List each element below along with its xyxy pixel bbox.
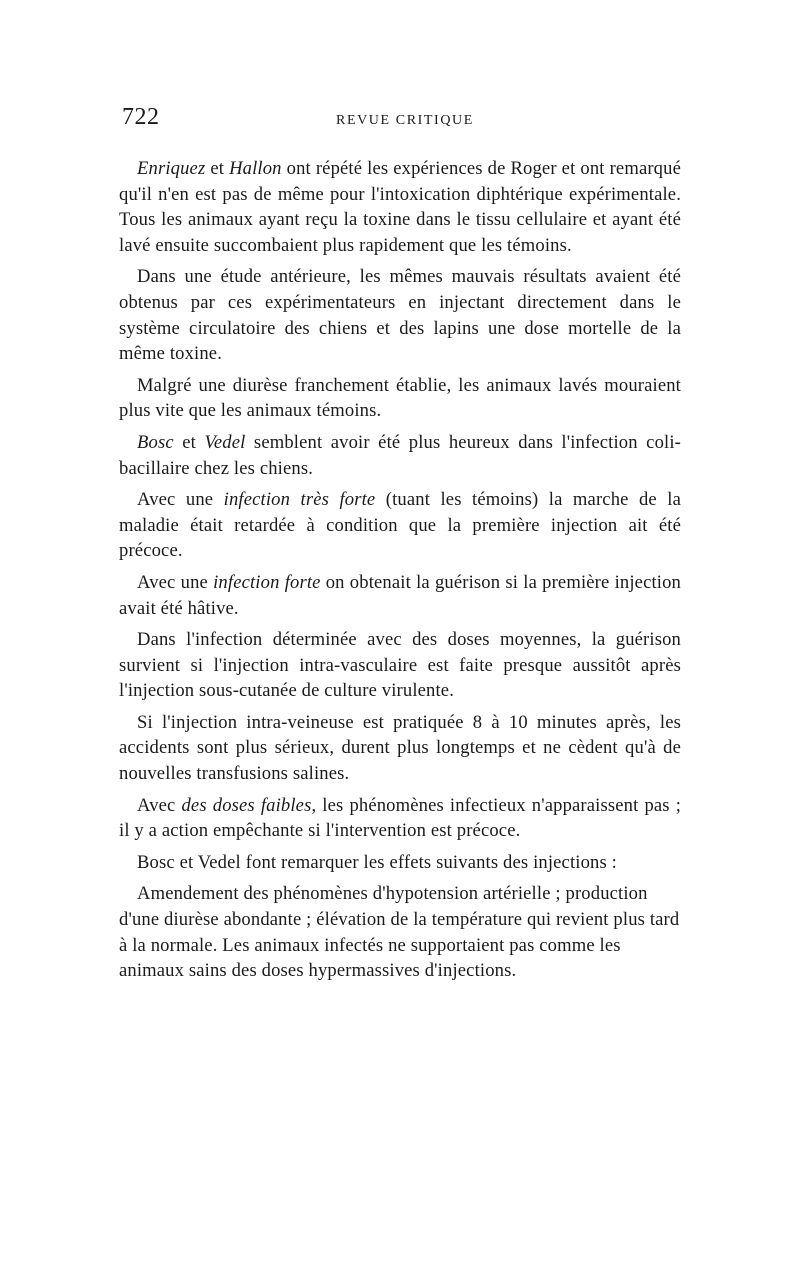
paragraph-text: ont répété les expériences de Roger et ont remarqué qu'il n'en est pas de même pour l'intoxication diphtérique expérimentale. Tous les animaux ayant reçu la toxine dans le tissu cellulaire et ayant été lavé ensuite succombaient plus rapidement que les témoins. — [119, 158, 681, 256]
paragraph-text: Bosc et Vedel font remarquer les effets suivants des injections : — [137, 851, 617, 873]
italic-text: Bosc — [137, 431, 174, 453]
italic-text: Vedel — [204, 431, 246, 453]
paragraph — [119, 710, 681, 787]
paragraph-text: Dans l'infection déterminée avec des doses moyennes, la guérison survient si l'injection intra-vasculaire est faite presque aussitôt après l'injection sous-cutanée de culture virulente. — [119, 629, 681, 702]
paragraph-text: Dans une étude antérieure, les mêmes mauvais résultats avaient été obtenus par ces expérimentateurs en injectant directement dans le système circulatoire des chiens et des lapins une dose mortelle de la même toxine. — [119, 266, 681, 365]
paragraph-text: et — [205, 158, 230, 179]
paragraph — [119, 430, 681, 481]
paragraph-text: on obtenait la guérison si la première injection avait été hâtive. — [119, 571, 681, 619]
page-number: 722 — [122, 104, 160, 130]
paragraph-text: Amendement des phénomènes d'hypotension artérielle ; production d'une diurèse abondante ; élévation de la température qui revient plus tard à la normale. Les animaux infectés ne supportaient pas comme les animaux sains des doses hypermassives d'injections. — [119, 883, 680, 982]
paragraph-text: et — [173, 431, 205, 453]
paragraph — [119, 627, 681, 704]
paragraph — [119, 850, 681, 876]
paragraph-text: Malgré une diurèse franchement établie, les animaux lavés mouraient plus vite que les animaux témoins. — [119, 374, 681, 422]
paragraph-text: (tuant les témoins) la marche de la maladie était retardée à condition que la première injection ait été précoce. — [119, 489, 682, 562]
paragraph — [119, 881, 681, 983]
italic-text: des doses faibles — [181, 794, 312, 816]
paragraph — [119, 264, 681, 366]
paragraph-text: Avec une — [137, 571, 214, 593]
paragraph-text: Avec une — [137, 489, 224, 511]
paragraph — [119, 793, 681, 844]
running-head: REVUE CRITIQUE — [336, 113, 474, 128]
paragraph-text: , les phénomènes infectieux n'apparaissent pas ; il y a action empêchante si l'intervention est précoce. — [119, 794, 682, 842]
paragraph-text: semblent avoir été plus heureux dans l'infection coli-bacillaire chez les chiens. — [119, 431, 681, 479]
page-header — [122, 104, 682, 140]
italic-text: Enriquez — [137, 158, 206, 179]
paragraph-text: Avec — [137, 794, 182, 816]
italic-text: Hallon — [229, 158, 282, 179]
paragraph — [119, 156, 681, 258]
italic-text: infection forte — [213, 571, 321, 593]
paragraph-text: Si l'injection intra-veineuse est pratiquée 8 à 10 minutes après, les accidents sont plus sérieux, durent plus longtemps et ne cèdent qu'à de nouvelles transfusions salines. — [119, 711, 681, 785]
paragraph — [119, 487, 681, 564]
paragraph — [119, 373, 681, 424]
paragraph — [119, 570, 681, 621]
italic-text: infection très forte — [223, 489, 376, 511]
body-text — [119, 156, 681, 990]
